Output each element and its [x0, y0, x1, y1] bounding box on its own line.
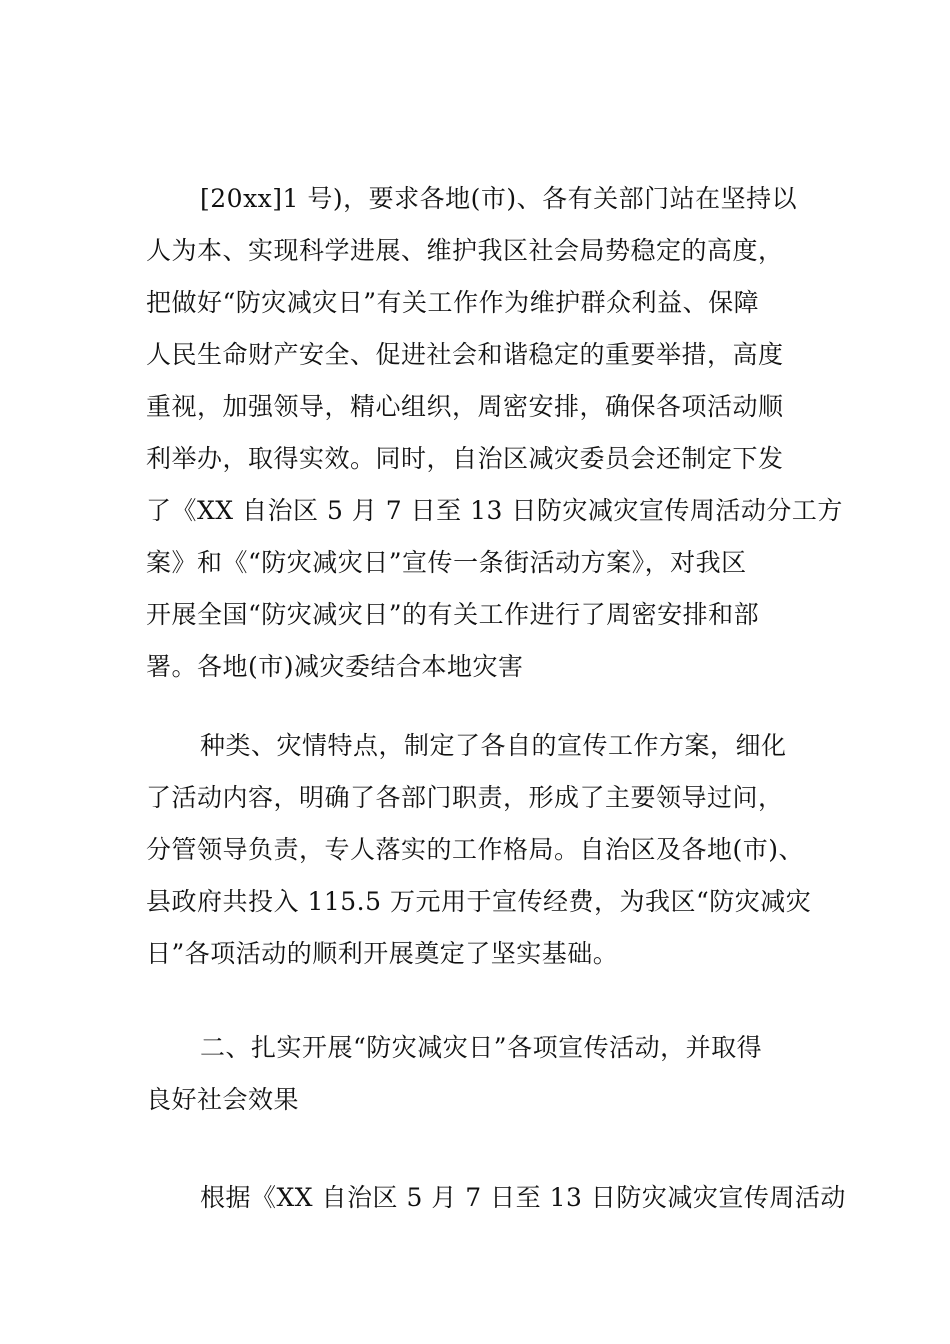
- text-line: [20xx]1 号)，要求各地(市)、各有关部门站在坚持以: [200, 184, 798, 213]
- text-line: 人民生命财产安全、促进社会和谐稳定的重要举措，高度: [146, 340, 784, 369]
- text-line: 根据《XX 自治区 5 月 7 日至 13 日防灾减灾宣传周活动: [200, 1183, 846, 1212]
- paragraph-work-plans: [146, 720, 826, 980]
- text-line: 分管领导负责，专人落实的工作格局。自治区及各地(市)、: [146, 835, 805, 864]
- text-line: 开展全国“防灾减灾日”的有关工作进行了周密安排和部: [146, 600, 760, 629]
- text-line: 利举办，取得实效。同时，自治区减灾委员会还制定下发: [146, 444, 784, 473]
- paragraph-according-to: [146, 1172, 846, 1224]
- text-line: 县政府共投入 115.5 万元用于宣传经费，为我区“防灾减灾: [146, 887, 812, 916]
- text-line: 重视，加强领导，精心组织，周密安排，确保各项活动顺: [146, 392, 784, 421]
- text-line: 日”各项活动的顺利开展奠定了坚实基础。: [146, 939, 619, 968]
- heading-line: 良好社会效果: [146, 1085, 300, 1114]
- paragraph-publicity-arrangements: [146, 173, 843, 693]
- section-heading-two: [146, 1022, 826, 1126]
- text-line: 把做好“防灾减灾日”有关工作作为维护群众利益、保障: [146, 288, 760, 317]
- heading-line: 二、扎实开展“防灾减灾日”各项宣传活动，并取得: [200, 1033, 763, 1062]
- text-line: 了活动内容，明确了各部门职责，形成了主要领导过问，: [146, 783, 784, 812]
- text-line: 种类、灾情特点，制定了各自的宣传工作方案，细化: [200, 731, 787, 760]
- text-line: 案》和《“防灾减灾日”宣传一条街活动方案》，对我区: [146, 548, 747, 577]
- text-line: 人为本、实现科学进展、维护我区社会局势稳定的高度，: [146, 236, 784, 265]
- text-line: 署。各地(市)减灾委结合本地灾害: [146, 652, 524, 681]
- text-line: 了《XX 自治区 5 月 7 日至 13 日防灾减灾宣传周活动分工方: [146, 496, 843, 525]
